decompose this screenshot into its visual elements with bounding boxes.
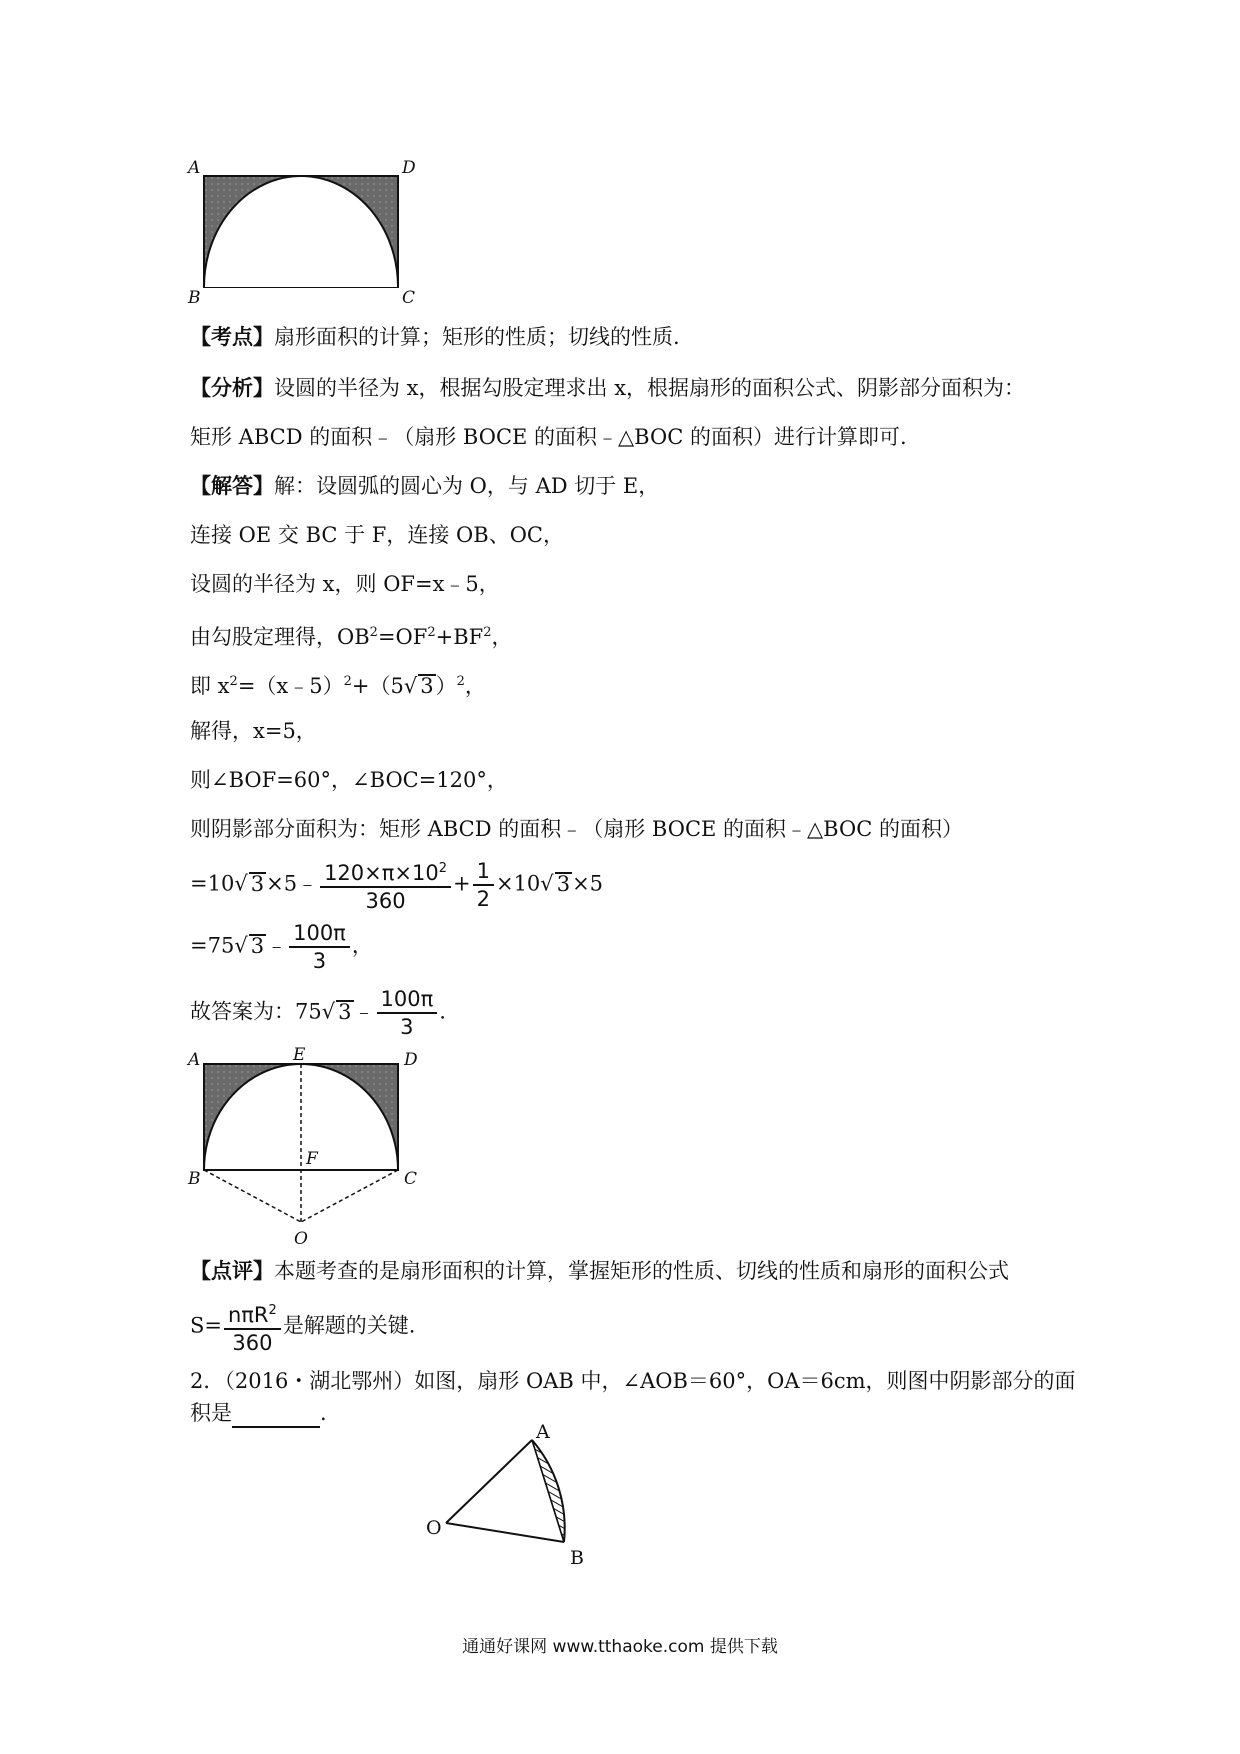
denominator: 2 xyxy=(476,887,490,911)
text-span: 由勾股定理得，OB xyxy=(190,625,370,649)
text-span: ， xyxy=(351,933,373,958)
label-b: B xyxy=(188,288,201,308)
text-span: =10 xyxy=(190,871,235,896)
fenxi-line-1 xyxy=(190,373,1025,403)
label-o: O xyxy=(294,1229,308,1249)
footer-download-note: 通通好课网 www.tthaoke.com 提供下载 xyxy=(462,1637,778,1657)
text-span: . xyxy=(439,999,446,1024)
label-d: D xyxy=(404,1050,418,1070)
dianping-tag: 【点评】 xyxy=(190,1258,274,1283)
dianping-line-1 xyxy=(190,1256,1009,1286)
fenxi-text-1: 设圆的半径为 x，根据勾股定理求出 x，根据扇形的面积公式、阴影部分面积为： xyxy=(274,376,1026,400)
question2-line-2 xyxy=(190,1398,327,1428)
equation-2 xyxy=(190,920,373,974)
text-span: ×5 xyxy=(572,871,604,896)
numerator xyxy=(224,1298,281,1330)
fraction xyxy=(320,856,451,914)
text-span: +BF xyxy=(435,625,484,649)
dianping-line-2 xyxy=(190,1298,416,1356)
dashed-segment-oc xyxy=(301,1170,398,1222)
superscript: 2 xyxy=(369,625,378,640)
denominator: 360 xyxy=(365,889,406,913)
jieda-tag: 【解答】 xyxy=(190,473,274,498)
label-c: C xyxy=(402,288,416,308)
superscript: 2 xyxy=(456,674,465,689)
text-span: + xyxy=(452,871,471,896)
figure-rectangle-semicircle-construction xyxy=(180,1040,440,1252)
dashed-segment-ob xyxy=(204,1170,301,1222)
answer-blank xyxy=(232,1404,320,1428)
radicand: 3 xyxy=(338,999,352,1024)
jieda-line-8: 则阴影部分面积为：矩形 ABCD 的面积﹣（扇形 BOCE 的面积﹣△BOC 的面积） xyxy=(190,817,963,841)
text-span: 故答案为：75 xyxy=(190,999,322,1024)
superscript: 2 xyxy=(268,1303,277,1318)
superscript: 2 xyxy=(438,861,447,876)
equation-1 xyxy=(190,856,603,914)
fraction xyxy=(224,1298,281,1356)
jieda-line-4 xyxy=(190,618,513,652)
radical-sign: √ xyxy=(234,933,248,958)
jieda-line-3: 设圆的半径为 x，则 OF=x﹣5， xyxy=(190,572,500,596)
text-span: ×10 xyxy=(495,871,541,896)
label-a: A xyxy=(536,1421,550,1443)
radical-sign: √ xyxy=(234,871,248,896)
denominator: 3 xyxy=(400,1015,414,1039)
denominator: 360 xyxy=(232,1331,273,1355)
text-span: ﹣ xyxy=(353,999,375,1024)
text-span: ， xyxy=(464,674,486,698)
label-d: D xyxy=(402,158,416,178)
figure-sector-oab xyxy=(420,1418,620,1578)
jieda-line-2: 连接 OE 交 BC 于 F，连接 OB、OC， xyxy=(190,523,564,547)
label-a: A xyxy=(188,158,201,178)
numerator: 100π xyxy=(289,920,350,948)
superscript: 2 xyxy=(343,674,352,689)
radicand: 3 xyxy=(250,871,265,896)
label-c: C xyxy=(404,1169,418,1189)
text-span: +（5 xyxy=(351,674,404,698)
radical-sign: √ xyxy=(403,674,418,698)
question2-line-1: 2．（2016・湖北鄂州）如图，扇形 OAB 中，∠AOB＝60°，OA＝6cm，则图中阴影部分的面 xyxy=(190,1369,1076,1393)
figure-rectangle-semicircle xyxy=(180,152,440,312)
label-a: A xyxy=(188,1050,201,1070)
radicand: 3 xyxy=(420,674,434,698)
text-span: . xyxy=(320,1401,327,1425)
text-span: ×5﹣ xyxy=(266,871,319,896)
jieda-text-1: 解：设圆弧的圆心为 O，与 AD 切于 E， xyxy=(274,474,660,498)
dianping-text-1: 本题考查的是扇形面积的计算，掌握矩形的性质、切线的性质和扇形的面积公式 xyxy=(274,1259,1009,1283)
radius-oa xyxy=(446,1440,532,1523)
text-span: ﹣ xyxy=(266,933,288,958)
text-span: S= xyxy=(190,1313,222,1338)
denominator: 3 xyxy=(312,949,327,973)
text-span: ， xyxy=(491,625,513,649)
kaodian-text: 扇形面积的计算；矩形的性质；切线的性质. xyxy=(274,325,680,349)
label-b: B xyxy=(570,1547,584,1569)
fraction xyxy=(473,858,494,912)
kaodian-line xyxy=(190,322,680,352)
superscript: 2 xyxy=(427,625,436,640)
text-span: 120×π×10 xyxy=(324,861,439,885)
fraction xyxy=(377,986,438,1040)
jieda-line-7: 则∠BOF=60°，∠BOC=120°， xyxy=(190,768,508,792)
text-span: =OF xyxy=(377,625,428,649)
label-o: O xyxy=(426,1517,442,1539)
label-b: B xyxy=(188,1169,201,1189)
radical-sign: √ xyxy=(540,871,554,896)
text-span: =75 xyxy=(190,933,235,958)
text-span: 即 x xyxy=(190,674,230,698)
label-e: E xyxy=(293,1045,306,1065)
answer-line xyxy=(190,986,446,1040)
radical-sign: √ xyxy=(321,999,336,1024)
label-f: F xyxy=(306,1149,318,1169)
text-span: 是解题的关键. xyxy=(282,1313,416,1338)
numerator: 100π xyxy=(377,986,438,1014)
radicand: 3 xyxy=(556,871,571,896)
radius-ob xyxy=(446,1523,564,1542)
jieda-line-5 xyxy=(190,667,486,701)
text-span: ） xyxy=(435,674,457,698)
superscript: 2 xyxy=(229,674,238,689)
fenxi-line-2: 矩形 ABCD 的面积﹣（扇形 BOCE 的面积﹣△BOC 的面积）进行计算即可. xyxy=(190,425,907,449)
jieda-line-6: 解得，x=5， xyxy=(190,719,317,743)
fenxi-tag: 【分析】 xyxy=(190,375,274,400)
numerator: 1 xyxy=(473,858,494,886)
text-span: nπR xyxy=(227,1303,269,1327)
text-span: 积是 xyxy=(190,1401,232,1425)
numerator xyxy=(320,856,451,888)
fraction xyxy=(289,920,350,974)
text-span: =（x﹣5） xyxy=(237,674,344,698)
superscript: 2 xyxy=(483,625,492,640)
radicand: 3 xyxy=(250,933,265,958)
kaodian-tag: 【考点】 xyxy=(190,324,274,349)
jieda-line-1 xyxy=(190,471,659,501)
